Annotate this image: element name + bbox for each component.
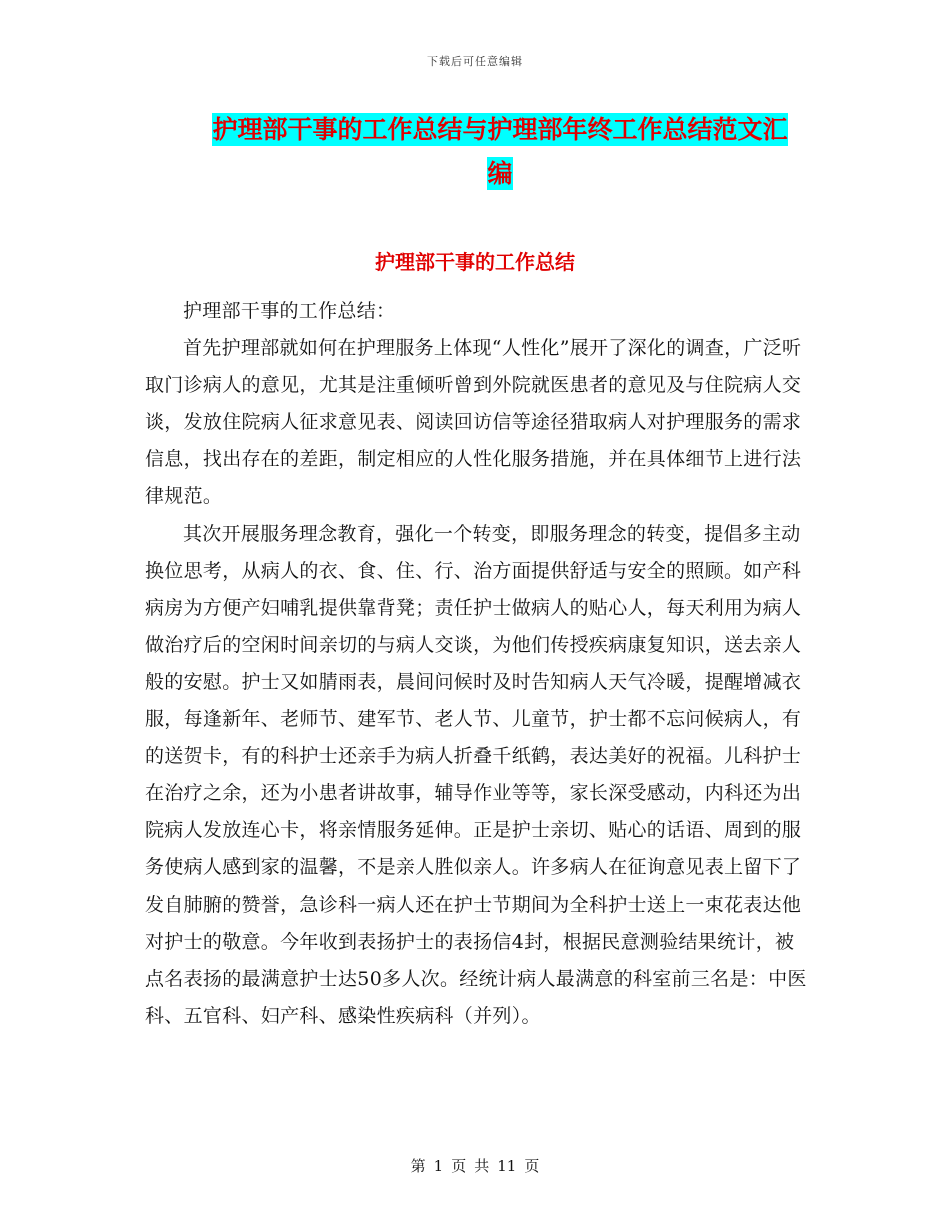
footer-ye: 页 bbox=[451, 1157, 467, 1175]
document-title-line2: 编 bbox=[487, 159, 513, 188]
header-note: 下载后可任意编辑 bbox=[427, 55, 523, 68]
section-title: 护理部干事的工作总结 bbox=[375, 250, 575, 274]
paragraph-intro: 护理部干事的工作总结： bbox=[183, 300, 396, 322]
paragraph-second: 其次开展服务理念教育，强化一个转变，即服务理念的转变，提倡多主动换位思考，从病人的衣、食、住、行、治方面提供舒适与安全的照顾。如产科病房为方便产妇哺乳提供靠背凳；责任护士做病人的贴心人，每天利用为病人做治疗后的空闲时间亲切的与病人交谈，为他们传授疾病康复知识，送去亲人般的安慰。护士又如腈雨表，晨间问候时及时告知病人天气冷暖，提醒增减衣服，每逢新年、老师节、建军节、老人节、儿童节，护士都不忘问候病人，有的送贺卡，有的科护士还亲手为病人折叠千纸鹤，表达美好的祝福。儿科护士在治疗之余，还为小患者讲故事，辅导作业等等，家长深受感动，内科还为出院病人发放连心卡，将亲情服务延伸。正是护士亲切、贴心的话语、周到的服务使病人感到家的温馨，不是亲人胜似亲人。许多病人在征询意见表上留下了发自肺腑的赞誉，急诊科一病人还在护士节期间为全科护士送上一束花表达他对护士的敬意。今年收到表扬护士的表扬信4封，根据民意测验结果统计，被点名表扬的最满意护士达50多人次。经统计病人最满意的科室前三名是：中医科、五官科、妇产科、感染性疾病科（并列）。 bbox=[145, 522, 807, 1027]
footer-di: 第 bbox=[410, 1157, 426, 1175]
paragraph-first: 首先护理部就如何在护理服务上体现“人性化”展开了深化的调查，广泛听取门诊病人的意见，尤其是注重倾听曾到外院就医患者的意见及与住院病人交谈，发放住院病人征求意见表、阅读回访信等途径猎取病人对护理服务的需求信息，找出存在的差距，制定相应的人性化服务措施，并在具体细节上进行法律规范。 bbox=[145, 337, 802, 508]
page-footer bbox=[0, 1155, 950, 1176]
footer-ye2: 页 bbox=[524, 1157, 540, 1175]
document-title-line1: 护理部干事的工作总结与护理部年终工作总结范文汇 bbox=[212, 115, 788, 144]
document-title bbox=[150, 108, 850, 196]
document-body bbox=[145, 293, 810, 1035]
footer-page-total: 11 bbox=[497, 1157, 517, 1175]
footer-page-current: 1 bbox=[433, 1157, 444, 1175]
footer-gong: 共 bbox=[474, 1157, 490, 1175]
